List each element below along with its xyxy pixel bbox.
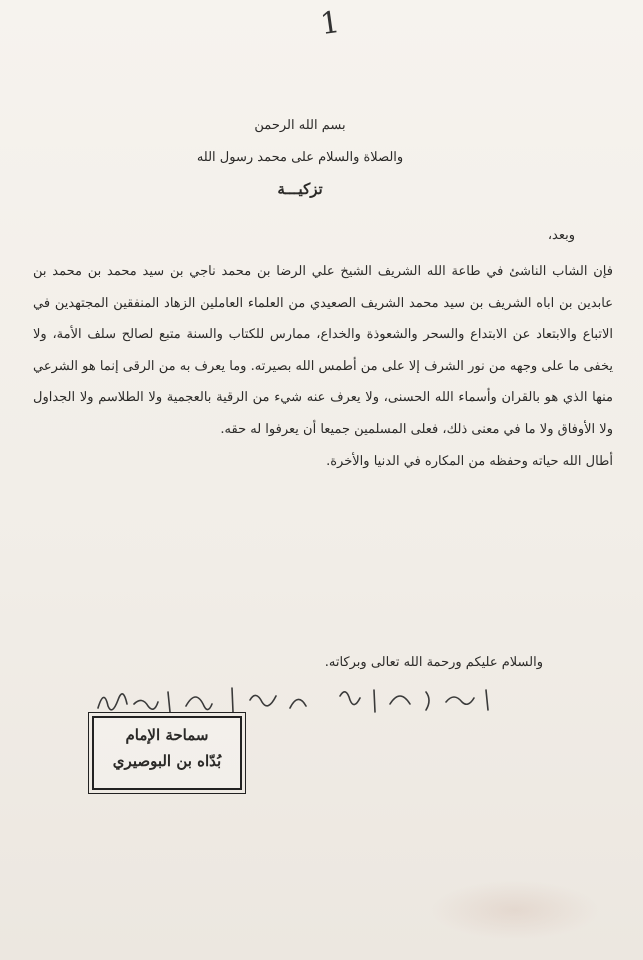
paper-stain xyxy=(430,880,600,940)
body-text xyxy=(33,256,613,477)
closing-line: والسلام عليكم ورحمة الله تعالى وبركاته. xyxy=(324,655,543,670)
blessing-line: والصلاة والسلام على محمد رسول الله xyxy=(196,150,404,165)
stamp-title: سماحة الإمام xyxy=(125,726,209,744)
salutation: وبعد، xyxy=(547,228,575,243)
document-title: تزكيـــة xyxy=(277,180,323,198)
official-stamp xyxy=(92,716,242,790)
stamp-name: بُدّاه بن البوصيري xyxy=(112,752,222,770)
handwritten-signature xyxy=(90,678,510,720)
body-paragraph: فإن الشاب الناشئ في طاعة الله الشريف الشيخ علي الرضا بن محمد ناجي بن سيد محمد بن محمد بن عابدين بن اباه الشريف بن سيد محمد الشريف الصعيدي من العلماء العاملين الزهاد المنفقين المجتهدين في الاتباع والابتعاد عن الابتداع والسحر والشعوذة والخداع، ممارس للكتاب والسنة متبع لصالح سلف الأمة، ولا يخفى ما على وجهه من نور الشرف إلا على من أطمس الله بصيرته. وما يعرف به من الرقى إنما هو الشرعي منها الذي هو بالقران وأسماء الله الحسنى، ولا يعرف عنه شيء من الرقية بالعجمية ولا الطلاسم ولا الجداول ولا الأوفاق ولا ما في معنى ذلك، فعلى المسلمين جميعا أن يعرفوا له حقه. xyxy=(33,264,613,437)
page-number: 1 xyxy=(318,4,342,43)
basmala: بسم الله الرحمن xyxy=(254,118,346,133)
body-paragraph: أطال الله حياته وحفظه من المكاره في الدنيا والأخرة. xyxy=(326,453,613,469)
